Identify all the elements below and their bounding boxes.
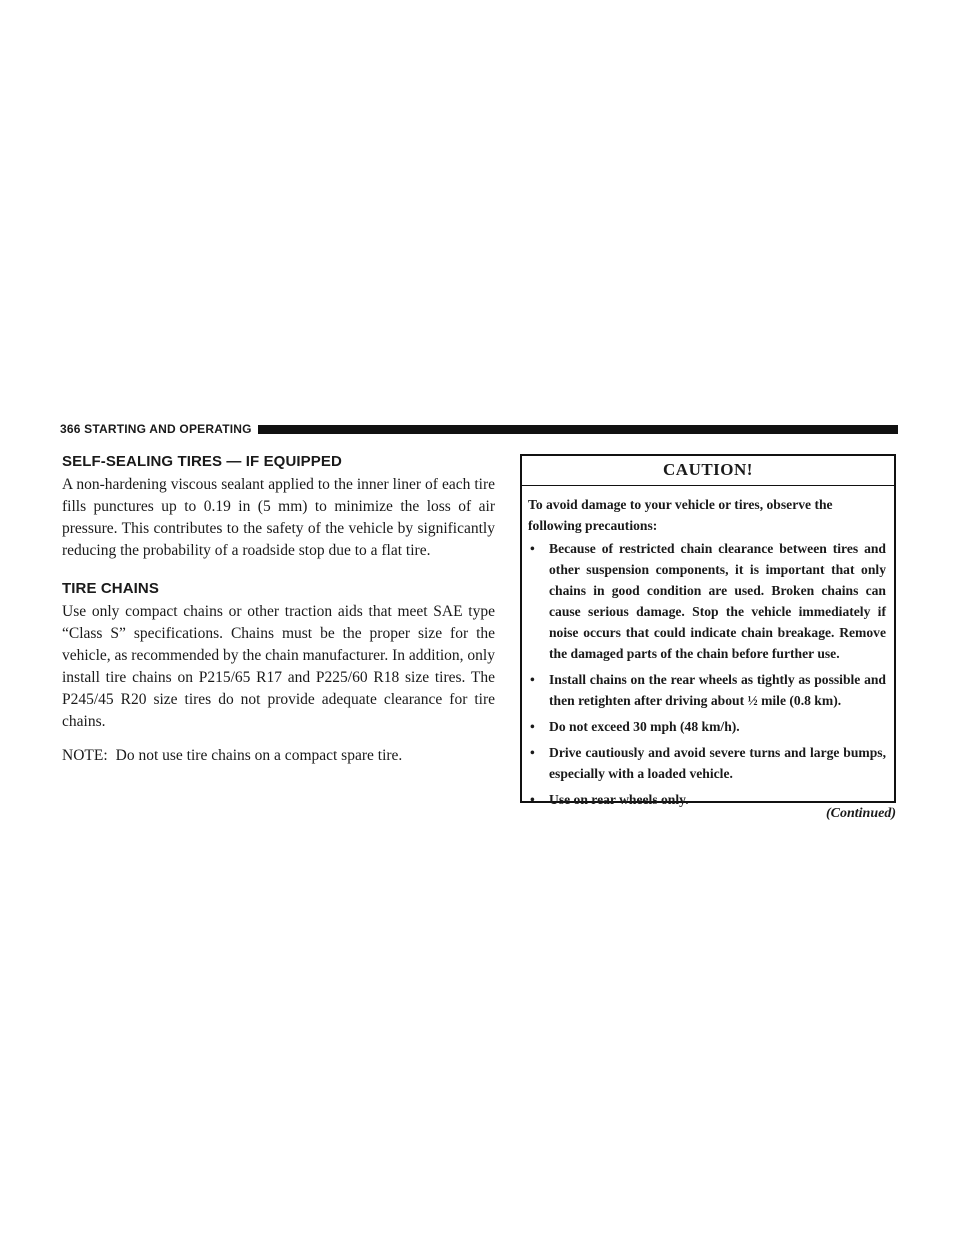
self-sealing-title: SELF-SEALING TIRES — IF EQUIPPED [62,453,342,470]
caution-body [522,486,894,810]
bullet-icon: • [530,672,535,687]
self-sealing-body: A non-hardening viscous sealant applied to the inner liner of each tire fills punctures up to 0.19 in (5 mm) to minimize the loss of air pressure. This contributes to the safety of the vehicle by significantly reducing the probability of a roadside stop due to a flat tire. [62,476,495,559]
page-header-label [60,422,252,436]
caution-item-text: Use on rear wheels only. [549,792,689,807]
note-label: NOTE: [62,747,108,764]
tire-chains-body: Use only compact chains or other traction aids that meet SAE type “Class S” specifications. Chains must be the proper size for the vehicle, as recommended by the chain manufacturer. In addition, only install tire chains on P215/65 R17 and P225/60 R18 size tires. The P245/45 R20 size tires do not provide adequate clearance for tire chains. [62,603,495,730]
caution-title: CAUTION! [522,456,894,486]
caution-item [528,669,886,711]
caution-list [528,538,886,810]
header-rule [258,425,898,434]
caution-item [528,716,886,737]
left-column [62,453,495,767]
caution-box [520,454,896,807]
caution-item [528,742,886,784]
page-header [60,420,898,438]
bullet-icon: • [530,745,535,760]
page-number: 366 [60,422,81,436]
caution-intro: To avoid damage to your vehicle or tires, observe the following precautions: [528,497,833,533]
bullet-icon: • [530,541,535,556]
note [62,745,495,767]
tire-chains-title: TIRE CHAINS [62,580,159,597]
caution-item-text: Do not exceed 30 mph (48 km/h). [549,719,740,734]
continued-label: (Continued) [825,806,896,821]
note-text: Do not use tire chains on a compact spare tire. [115,747,403,764]
bullet-icon: • [530,719,535,734]
bullet-icon: • [530,792,535,807]
caution-item-text: Drive cautiously and avoid severe turns and large bumps, especially with a loaded vehicle. [549,745,886,781]
caution-item [528,538,886,664]
section-name: STARTING AND OPERATING [84,422,252,436]
caution-item-text: Install chains on the rear wheels as tightly as possible and then retighten after driving about ½ mile (0.8 km). [549,672,886,708]
caution-item-text: Because of restricted chain clearance between tires and other suspension components, it is important that only chains in good condition are used. Broken chains can cause serious damage. Stop the vehicle immediately if noise occurs that could indicate chain breakage. Remove the damaged parts of the chain before further use. [549,541,886,661]
